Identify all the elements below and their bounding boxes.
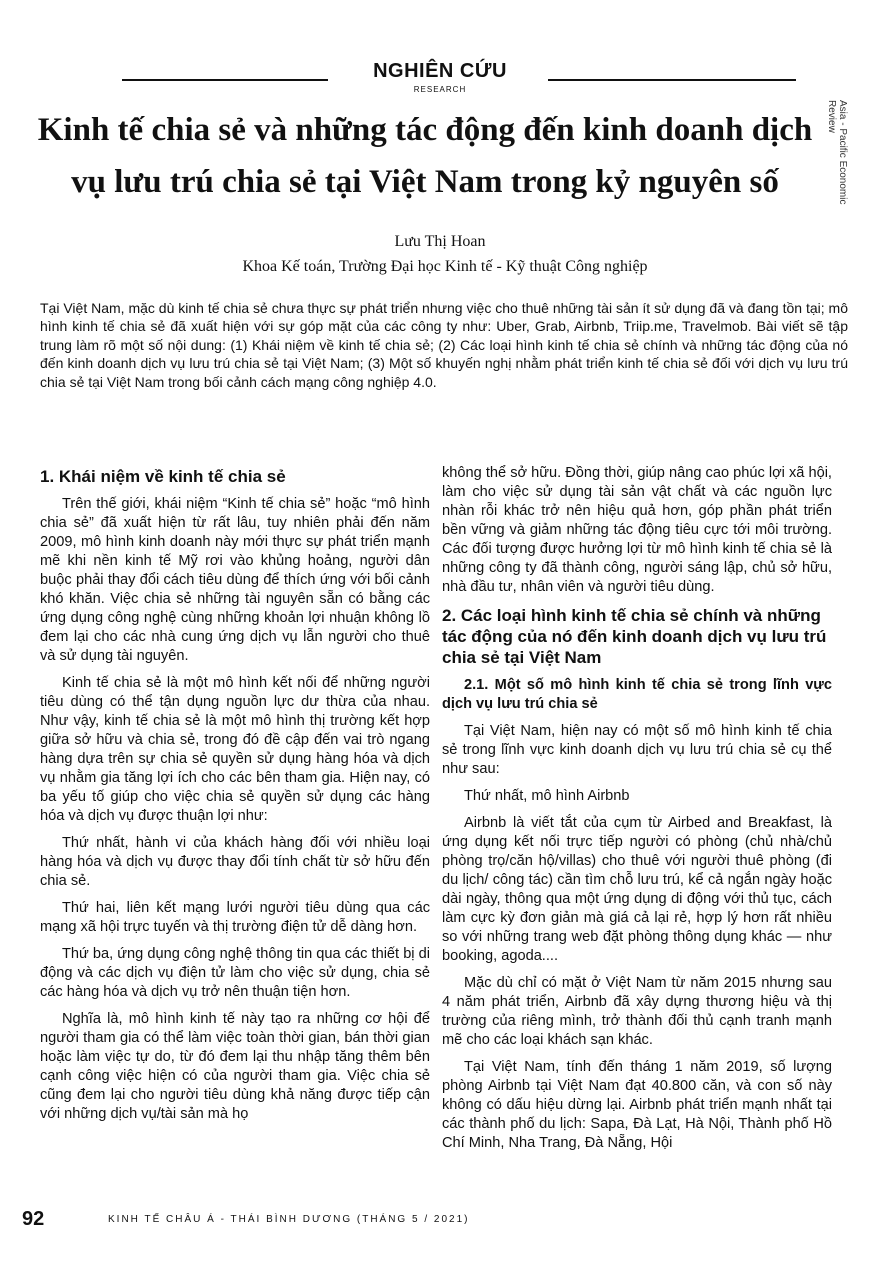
header-rule-left — [122, 79, 328, 81]
page-number: 92 — [22, 1208, 45, 1230]
author-name: Lưu Thị Hoan — [394, 233, 486, 250]
paragraph: Thứ nhất, hành vi của khách hàng đối với nhiều loại hàng hóa và dịch vụ được thay đổi tính chất từ sở hữu đến chia sẻ. — [40, 835, 430, 889]
paragraph: Tại Việt Nam, tính đến tháng 1 năm 2019, số lượng phòng Airbnb tại Việt Nam đạt 40.800 căn, và con số này không có dấu hiệu dừng lại. Airbnb phát triển mạnh nhất tại các thành phố du lịch: Sapa, Đà Lạt, Hà Nội, Thành phố Hồ Chí Minh, Nha Trang, Đà Nẵng, Hội — [442, 1059, 832, 1151]
paragraph: Thứ nhất, mô hình Airbnb — [464, 788, 630, 804]
subsection-heading-2-1: 2.1. Một số mô hình kinh tế chia sẻ trong lĩnh vực dịch vụ lưu trú chia sẻ — [442, 677, 832, 712]
abstract: Tại Việt Nam, mặc dù kinh tế chia sẻ chưa thực sự phát triển nhưng việc cho thuê những tài sản ít sử dụng đã và đang tồn tại; mô hình kinh tế chia sẻ đã xuất hiện với sự góp mặt của các công ty như: Uber, Grab, Airbnb, Triip.me, Travelmob. Bài viết sẽ tập trung làm rõ một số nội dung: (1) Khái niệm về kinh tế chia sẻ; (2) Các loại hình kinh tế chia sẻ chính và những tác động của nó đến kinh doanh dịch vụ lưu trú chia sẻ tại Việt Nam; (3) Một số khuyến nghị nhằm phát triển kinh tế chia sẻ đối với dịch vụ lưu trú chia sẻ tại Việt Nam trong bối cảnh cách mạng công nghiệp 4.0. — [40, 300, 848, 390]
paragraph: Kinh tế chia sẻ là một mô hình kết nối để những người tiêu dùng có thể tận dụng nguồn lực dư thừa của nhau. Như vậy, kinh tế chia sẻ là một mô hình thị trường kết hợp giữa sở hữu và chia sẻ, trong đó đề cập đến vai trò ngang hàng dựa trên sự chia sẻ quyền sử dụng hàng hóa và dịch vụ nhằm gia tăng lợi ích cho các bên tham gia. Hiện nay, có ba yếu tố giúp cho việc chia sẻ quyền sử dụng các hàng hóa và dịch vụ được thuận lợi như: — [40, 675, 430, 824]
paragraph-continued: không thể sở hữu. Đồng thời, giúp nâng cao phúc lợi xã hội, làm cho việc sử dụng tài sản vật chất và các nguồn lực nhàn rỗi khác trở nên hiệu quả hơn, góp phần phát triển bền vững và giảm những tác động tiêu cực tới môi trường. Các đối tượng được hưởng lợi từ mô hình kinh tế chia sẻ là những công ty đã thành công, người sáng lập, chủ sở hữu, nhà đầu tư, nhân viên và người tiêu dùng. — [442, 465, 832, 595]
paragraph: Thứ hai, liên kết mạng lưới người tiêu dùng qua các mạng xã hội trực tuyến và thị trường điện tử dễ dàng hơn. — [40, 900, 430, 935]
article-title: Kinh tế chia sẻ và những tác động đến kinh doanh dịch vụ lưu trú chia sẻ tại Việt Nam trong kỷ nguyên số — [37, 112, 813, 200]
journal-side-tag: Asia - Pacific Economic Review — [826, 100, 848, 205]
paragraph: Nghĩa là, mô hình kinh tế này tạo ra những cơ hội để người tham gia có thể làm việc toàn thời gian, bán thời gian hoặc làm việc tự do, từ đó đem lại thu nhập tăng thêm bên cạnh công việc hiện có của người tham gia. Việc chia sẻ cũng đem lại cho người tiêu dùng khả năng được tiếp cận với những dịch vụ/tài sản mà họ — [40, 1011, 430, 1122]
paragraph: Trên thế giới, khái niệm “Kinh tế chia sẻ” hoặc “mô hình chia sẻ” đã xuất hiện từ rất lâu, tuy nhiên phải đến năm 2009, mô hình kinh doanh này mới thực sự phát triển mạnh mẽ khi nền kinh tế Mỹ rơi vào khủng hoảng, người dân buộc phải thay đổi cách tiêu dùng để thích ứng với bối cảnh khó khăn. Việc chia sẻ những tài nguyên sẵn có bằng các ứng dụng công nghệ cùng những khoản lợi nhuận không lồ đem lại cho các nhà cung ứng dịch vụ lẫn người cho thuê và sử dụng tài nguyên. — [40, 496, 430, 664]
paragraph: Tại Việt Nam, hiện nay có một số mô hình kinh tế chia sẻ trong lĩnh vực kinh doanh dịch vụ lưu trú chia sẻ cụ thể như sau: — [442, 723, 832, 777]
left-column — [40, 460, 430, 1132]
header-rule-right — [548, 79, 796, 81]
section-label: NGHIÊN CỨU — [373, 60, 507, 82]
running-footer: KINH TẾ CHÂU Á - THÁI BÌNH DƯƠNG (THÁNG 5 / 2021) — [108, 1214, 470, 1225]
paragraph: Thứ ba, ứng dụng công nghệ thông tin qua các thiết bị di động và các dịch vụ điện tử làm cho việc sử dụng, chia sẻ các hàng hóa và dịch vụ trở nên thuận tiện hơn. — [40, 946, 430, 1000]
right-column — [442, 464, 832, 1161]
section-sublabel: RESEARCH — [413, 85, 467, 94]
section-heading-1: 1. Khái niệm về kinh tế chia sẻ — [40, 467, 286, 486]
paragraph: Mặc dù chỉ có mặt ở Việt Nam từ năm 2015 nhưng sau 4 năm phát triển, Airbnb đã xây dựng thương hiệu và thị trường của riêng mình, trở thành đối thủ cạnh tranh mạnh mẽ cho các loại khách sạn khác. — [442, 975, 832, 1048]
section-heading-2: 2. Các loại hình kinh tế chia sẻ chính và những tác động của nó đến kinh doanh dịch vụ lưu trú chia sẻ tại Việt Nam — [442, 606, 827, 667]
author-affiliation: Khoa Kế toán, Trường Đại học Kinh tế - Kỹ thuật Công nghiệp — [242, 258, 648, 275]
paragraph: Airbnb là viết tắt của cụm từ Airbed and Breakfast, là ứng dụng kết nối trực tiếp người có phòng (chủ nhà/chủ phòng trọ/căn hộ/villas) cho thuê với người thuê phòng (đi du lịch/ công tác) cần tìm chỗ lưu trú, kể cả ngắn ngày hoặc dài ngày, thông qua một ứng dụng di động với thủ tục, cách làm cực kỳ đơn giản mà giá cả lại rẻ, hợp lý hơn rất nhiều so với những trang web đặt phòng thông dụng khác — như booking, agoda.... — [442, 815, 832, 964]
